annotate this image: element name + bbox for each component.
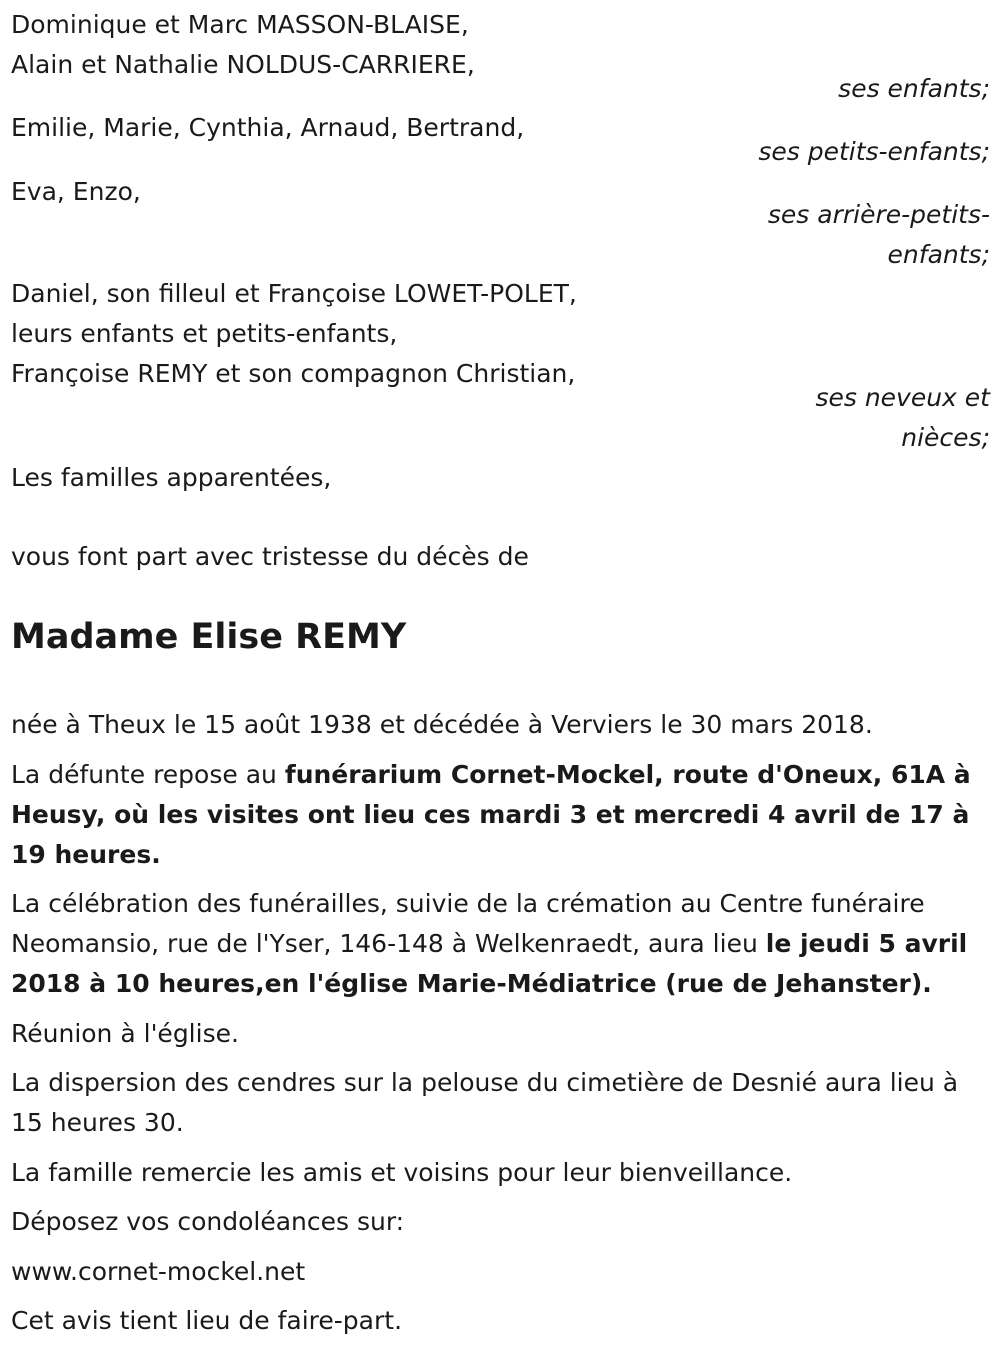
reunion-text: Réunion à l'église. xyxy=(11,1019,239,1048)
family-children-names-1: Dominique et Marc MASSON-BLAISE, xyxy=(11,10,469,39)
family-children-label: ses enfants; xyxy=(838,74,990,103)
ceremony-paragraph xyxy=(11,884,991,1004)
family-nephews-label-1: ses neveux et xyxy=(815,383,990,412)
family-grandchildren-label: ses petits-enfants; xyxy=(758,137,990,166)
family-great-grandchildren-label-1: ses arrière-petits- xyxy=(767,200,990,229)
birth-death-text: née à Theux le 15 août 1938 et décédée à Verviers le 30 mars 2018. xyxy=(11,710,873,739)
repose-intro: La défunte repose au xyxy=(11,760,285,789)
dispersion-paragraph: La dispersion des cendres sur la pelouse du cimetière de Desnié aura lieu à 15 heures 30. xyxy=(11,1068,959,1137)
website-link[interactable]: www.cornet-mockel.net xyxy=(11,1257,306,1286)
announcement-text: vous font part avec tristesse du décès de xyxy=(11,542,529,571)
family-nephews-names-2: leurs enfants et petits-enfants, xyxy=(11,319,398,348)
family-great-grandchildren-label-2: enfants; xyxy=(887,240,990,269)
deceased-name: Madame Elise REMY xyxy=(11,617,407,657)
family-nephews-names-3: Françoise REMY et son compagnon Christian, xyxy=(11,359,576,388)
condolences-label: Déposez vos condoléances sur: xyxy=(11,1207,405,1236)
family-related: Les familles apparentées, xyxy=(11,463,332,492)
family-children-names-2: Alain et Nathalie NOLDUS-CARRIERE, xyxy=(11,50,475,79)
family-nephews-label-2: nièces; xyxy=(901,423,990,452)
repose-paragraph xyxy=(11,755,991,875)
thanks-text: La famille remercie les amis et voisins pour leur bienveillance. xyxy=(11,1158,793,1187)
ceremony-details: le jeudi 5 avril 2018 à 10 heures,en l'église Marie-Médiatrice (rue de Jehanster). xyxy=(11,929,968,998)
closing-text: Cet avis tient lieu de faire-part. xyxy=(11,1306,403,1335)
family-great-grandchildren-names: Eva, Enzo, xyxy=(11,177,141,206)
family-grandchildren-names: Emilie, Marie, Cynthia, Arnaud, Bertrand, xyxy=(11,113,525,142)
repose-details: funérarium Cornet-Mockel, route d'Oneux, 61A à Heusy, où les visites ont lieu ces mardi 3 et mercredi 4 avril de 17 à 19 heures. xyxy=(11,760,971,869)
ceremony-intro: La célébration des funérailles, suivie de la crémation au Centre funéraire Neomansio, rue de l'Yser, 146-148 à Welkenraedt, aura lieu xyxy=(11,889,925,958)
family-nephews-names-1: Daniel, son filleul et Françoise LOWET-POLET, xyxy=(11,279,577,308)
